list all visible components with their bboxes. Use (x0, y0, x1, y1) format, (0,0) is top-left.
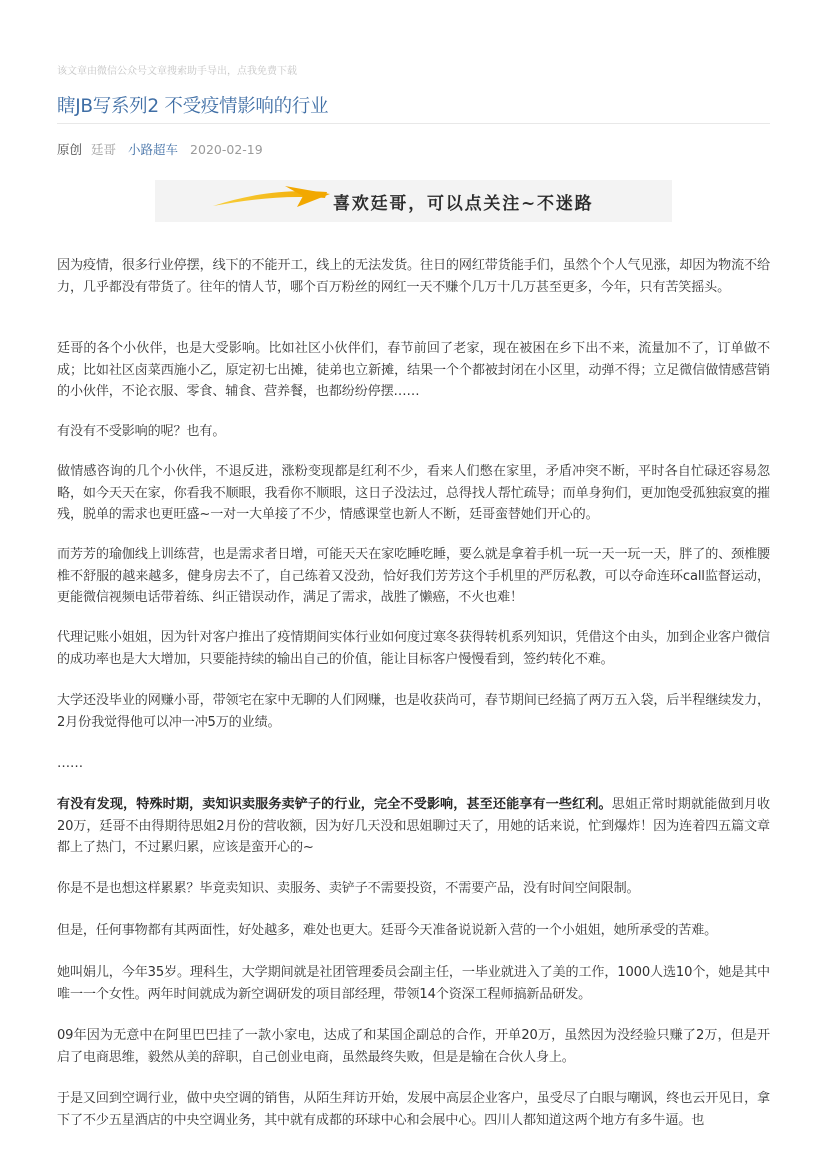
paragraph-9 (57, 794, 770, 859)
paragraph-8: …… (57, 756, 83, 771)
paragraph-12: 她叫娟儿，今年35岁。理科生，大学期间就是社团管理委员会副主任，一毕业就进入了美的工作，1000人选10个，她是其中唯一一个女性。两年时间就成为新空调研发的项目部经理，带领14个资深工程师搞新品研发。 (57, 965, 770, 1002)
author-name: 廷哥 (91, 142, 117, 157)
paragraph-13: 09年因为无意中在阿里巴巴挂了一款小家电，达成了和某国企副总的合作，开单20万，虽然因为没经验只赚了2万，但是开启了电商思维，毅然从美的辞职，自己创业电商，虽然最终失败，但是是输在合伙人身上。 (57, 1028, 770, 1065)
follow-banner (155, 180, 672, 222)
original-tag: 原创 (57, 142, 83, 157)
paragraph-9-highlight: 有没有发现，特殊时期，卖知识卖服务卖铲子的行业，完全不受影响，甚至还能享有一些红利。 (57, 797, 612, 812)
paragraph-7: 大学还没毕业的网赚小哥，带领宅在家中无聊的人们网赚，也是收获尚可，春节期间已经搞了两万五入袋，后半程继续发力，2月份我觉得他可以冲一冲5万的业绩。 (57, 693, 770, 730)
paragraph-4: 做情感咨询的几个小伙伴，不退反进，涨粉变现都是红利不少，看来人们憋在家里，矛盾冲突不断，平时各自忙碌还容易忽略，如今天天在家，你看我不顺眼，我看你不顺眼，这日子没法过，总得找人帮忙疏导；而单身狗们，更加饱受孤独寂寞的摧残，脱单的需求也更旺盛~一对一大单接了不少，情感课堂也新人不断，廷哥蛮替她们开心的。 (57, 464, 770, 522)
paragraph-6: 代理记账小姐姐，因为针对客户推出了疫情期间实体行业如何度过寒冬获得转机系列知识，凭借这个由头，加到企业客户微信的成功率也是大大增加，只要能持续的输出自己的价值，能让目标客户慢慢看到，签约转化不难。 (57, 630, 770, 667)
export-note (57, 62, 297, 77)
paragraph-3: 有没有不受影响的呢？也有。 (57, 424, 226, 439)
paragraph-5: 而芳芳的瑜伽线上训练营，也是需求者日增，可能天天在家吃睡吃睡，要么就是拿着手机一玩一天一玩一天，胖了的、颈椎腰椎不舒服的越来越多，健身房去不了，自己练着又没劲，恰好我们芳芳这个手机里的严厉私教，可以夺命连环call监督运动，更能微信视频电话带着练、纠正错误动作，满足了需求，战胜了懒癌，不火也难！ (57, 547, 770, 605)
free-download-link[interactable]: 点我免费下载 (237, 66, 297, 77)
title-divider (57, 123, 770, 124)
banner-text: 喜欢廷哥，可以点关注~不迷路 (333, 194, 594, 214)
article-meta (57, 140, 263, 158)
paragraph-11: 但是，任何事物都有其两面性，好处越多，难处也更大。廷哥今天准备说说新入营的一个小姐姐，她所承受的苦难。 (57, 923, 718, 938)
paragraph-14: 于是又回到空调行业，做中央空调的销售，从陌生拜访开始，发展中高层企业客户，虽受尽了白眼与嘲讽，终也云开见日，拿下了不少五星酒店的中央空调业务，其中就有成都的环球中心和会展中心。四川人都知道这两个地方有多牛逼。也 (57, 1091, 770, 1128)
paragraph-1: 因为疫情，很多行业停摆，线下的不能开工，线上的无法发货。往日的网红带货能手们，虽然个个人气见涨，却因为物流不给力，几乎都没有带货了。往年的情人节，哪个百万粉丝的网红一天不赚个几万十几万甚至更多，今年，只有苦笑摇头。 (57, 258, 770, 295)
account-name-link[interactable]: 小路超车 (128, 142, 179, 157)
publish-date: 2020-02-19 (190, 141, 263, 157)
export-note-text: 该文章由微信公众号文章搜索助手导出， (57, 66, 237, 77)
paragraph-10: 你是不是也想这样累累？毕竟卖知识、卖服务、卖铲子不需要投资，不需要产品，没有时间空间限制。 (57, 881, 640, 896)
paragraph-2: 廷哥的各个小伙伴，也是大受影响。比如社区小伙伴们，春节前回了老家，现在被困在乡下出不来，流量加不了，订单做不成；比如社区卤菜西施小乙，原定初七出摊，徒弟也立新摊，结果一个个都被封闭在小区里，动弹不得；立足微信做情感营销的小伙伴，不论衣服、零食、辅食、营养餐，也都纷纷停摆…… (57, 341, 770, 399)
paragraph-9-body: 思姐正常时期就能做到月收20万，廷哥不由得期待思姐2月份的营收额，因为好几天没和思姐聊过天了，用她的话来说，忙到爆炸！因为连着四五篇文章都上了热门，不过累归累，应该是蛮开心的~ (57, 797, 771, 855)
article-title: 瞎JB写系列2 不受疫情影响的行业 (57, 96, 329, 117)
